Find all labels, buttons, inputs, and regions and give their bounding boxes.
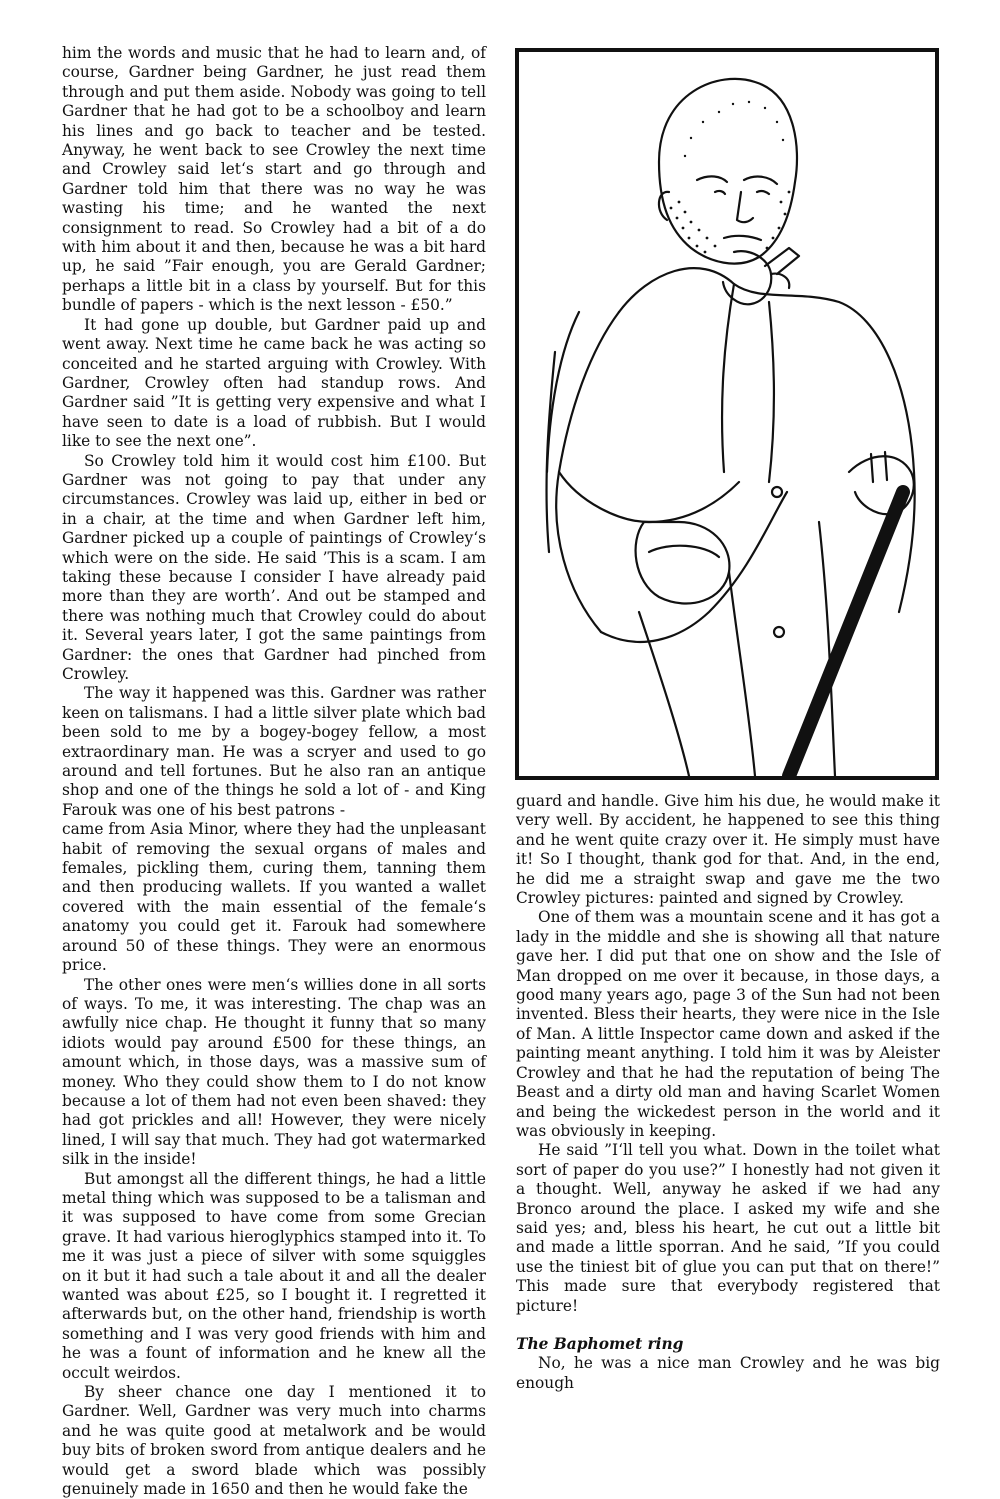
paragraph: The other ones were men‘s willies done in all sorts of ways. To me, it was interesting. The chap was an awfully nice chap. He thought it funny that so many idiots would pay around £500 for these things, an amount which, in those days, was a massive sum of money. Who they could show them to I do not know because a lot of them had not even been shaved: they had got prickles and all! However, they were nicely lined, I will say that much. They had got watermarked silk in the inside! bbox=[62, 975, 486, 1169]
paragraph: By sheer chance one day I mentioned it to Gardner. Well, Gardner was very much into charms and he was quite good at metalwork and be would buy bits of broken sword from antique dealers and he would get a sword blade which was possibly genuinely made in 1650 and then he would fake the bbox=[62, 1383, 486, 1499]
paragraph: No, he was a nice man Crowley and he was big enough bbox=[516, 1354, 940, 1392]
left-column bbox=[62, 44, 486, 1499]
paragraph: One of them was a mountain scene and it has got a lady in the middle and she is showing all that nature gave her. I did put that one on show and the Isle of Man dropped on me over it because, in those days, a good many years ago, page 3 of the Sun had not been invented. Bless their hearts, they were nice in the Isle of Man. A little Inspector came down and asked if the painting meant anything. I told him it was by Aleister Crowley and that he had the reputation of being The Beast and a dirty old man and having Scarlet Women and being the wickedest person in the world and it was obviously in keeping. bbox=[516, 908, 940, 1140]
paragraph: He said ”I‘ll tell you what. Down in the toilet what sort of paper do you use?” I honestly had not given it a thought. Well, anyway he asked if we had any Bronco around the place. I asked my wife and she said yes; and, bless his heart, he cut out a little bit and made a little sporran. And he said, ”If you could use the tiniest bit of glue you can put that on there!” This made sure that everybody registered that picture! bbox=[516, 1141, 940, 1315]
paragraph: It had gone up double, but Gardner paid up and went away. Next time he came back he was acting so conceited and he started arguing with Crowley. With Gardner, Crowley often had standup rows. And Gardner said ”It is getting very expensive and what I have seen to date is a load of rubbish. But I would like to see the next one”. bbox=[62, 315, 486, 451]
paragraph: guard and handle. Give him his due, he would make it very well. By accident, he happened to see this thing and he went quite crazy over it. He simply must have it! So I thought, thank god for that. And, in the end, he did me a straight swap and gave me the two Crowley pictures: painted and signed by Crowley. bbox=[516, 792, 940, 908]
paragraph: him the words and music that he had to learn and, of course, Gardner being Gardner, he just read them through and put them aside. Nobody was going to tell Gardner that he had got to be a schoolboy and learn his lines and go back to teacher and be tested. Anyway, he went back to see Crowley the next time and Crowley said let‘s start and go through and Gardner told him that there was no way he was wasting his time; and he wanted the next consignment to read. So Crowley had a bit of a do with him about it and then, because he was a bit hard up, he said ”Fair enough, you are Gerald Gardner; perhaps a little bit in a class by yourself. But for this bundle of papers - which is the next lesson - £50.” bbox=[62, 44, 486, 315]
right-column bbox=[516, 792, 940, 1393]
portrait-drawing bbox=[519, 52, 935, 776]
paragraph: So Crowley told him it would cost him £100. But Gardner was not going to pay that under any circumstances. Crowley was laid up, either in bed or in a chair, at the time and when Gardner left him, Gardner picked up a couple of paintings of Crowley‘s which were on the side. He said ’This is a scam. I am taking these because I consider I have already paid more than they are worth’. And out be stamped and there was nothing much that Crowley could do about it. Several years later, I got the same paintings from Gardner: the ones that Gardner had pinched from Crowley. bbox=[62, 451, 486, 683]
crowley-portrait-illustration bbox=[515, 48, 939, 780]
paragraph: came from Asia Minor, where they had the unpleasant habit of removing the sexual organs of males and females, pickling them, curing them, tanning them and then producing wallets. If you wanted a wallet covered with the main essential of the female‘s anatomy you could get it. Farouk had somewhere around 50 of these things. They were an enormous price. bbox=[62, 820, 486, 975]
paragraph: But amongst all the different things, he had a little metal thing which was supposed to be a talisman and it was supposed to have come from some Grecian grave. It had various hieroglyphics stamped into it. To me it was just a piece of silver with some squiggles on it but it had such a tale about it and all the dealer wanted was about £25, so I bought it. I regretted it afterwards but, on the other hand, friendship is worth something and I was very good friends with him and he was a fount of information and he knew all the occult weirdos. bbox=[62, 1169, 486, 1382]
section-heading: The Baphomet ring bbox=[516, 1334, 684, 1353]
paragraph: The way it happened was this. Gardner was rather keen on talismans. I had a little silver plate which bad been sold to me by a bogey-bogey fellow, a most extraordinary man. He was a scryer and used to go around and tell fortunes. But he also ran an antique shop and one of the things he sold a lot of - and King Farouk was one of his best patrons - bbox=[62, 684, 486, 819]
